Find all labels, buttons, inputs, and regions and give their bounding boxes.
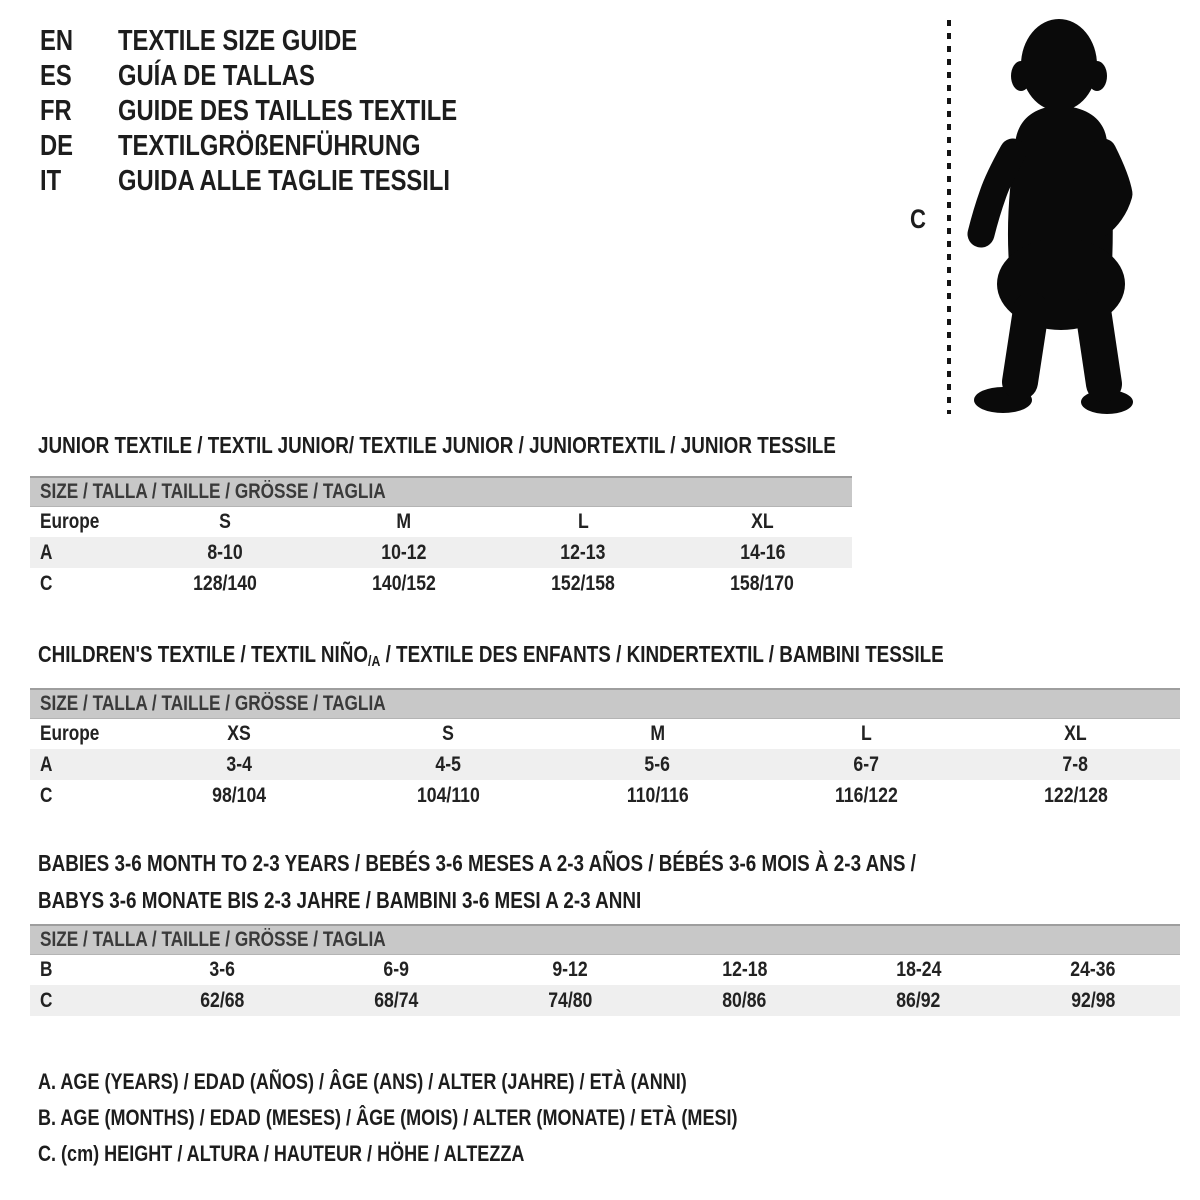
height-value: 152/158 [551, 571, 616, 595]
height-value: 116/122 [835, 783, 898, 807]
size-cell [314, 506, 493, 537]
height-measure-figure [900, 0, 1200, 430]
language-row-es [40, 59, 532, 94]
height-value: 104/110 [417, 783, 480, 807]
age-value: 6-7 [853, 752, 880, 776]
size-value: L [861, 721, 872, 745]
height-value: 140/152 [371, 571, 436, 595]
height-cell [135, 780, 344, 811]
language-row-de [40, 129, 532, 164]
row-label: C [40, 571, 53, 595]
size-cell [494, 506, 673, 537]
height-cell [1006, 985, 1180, 1016]
height-value: 80/86 [722, 988, 767, 1012]
height-value: 92/98 [1070, 988, 1115, 1012]
children-size-table [30, 688, 1180, 811]
row-label: A [40, 752, 53, 776]
size-cell [553, 718, 762, 749]
language-row-it [40, 164, 532, 199]
table-header-row [30, 689, 1180, 718]
guide-title-de: TEXTILGRÖßENFÜHRUNG [118, 130, 421, 162]
size-value: S [442, 721, 455, 745]
height-cell [553, 780, 762, 811]
size-value: M [650, 721, 665, 745]
age-value: 12-13 [560, 540, 606, 564]
size-header-text: SIZE / TALLA / TAILLE / GRÖSSE / TAGLIA [40, 479, 386, 503]
size-header-text: SIZE / TALLA / TAILLE / GRÖSSE / TAGLIA [40, 691, 386, 715]
children-title-suffix: / TEXTILE DES ENFANTS / KINDERTEXTIL / BAMBINI TESSILE [380, 641, 944, 667]
age-cell [314, 537, 493, 568]
row-label-cell [30, 749, 135, 780]
height-cell [483, 985, 657, 1016]
table-row-months [30, 954, 1180, 985]
size-value: XL [751, 509, 774, 533]
row-label-cell [30, 568, 135, 599]
height-value: 122/128 [1043, 783, 1108, 807]
height-cell [135, 985, 309, 1016]
row-label-cell [30, 954, 135, 985]
language-code: EN [40, 25, 74, 57]
junior-section-title [38, 432, 1011, 459]
row-label: A [40, 540, 53, 564]
age-cell [673, 537, 852, 568]
table-header-row [30, 477, 852, 506]
size-cell [673, 506, 852, 537]
table-row-height [30, 568, 852, 599]
guide-title-fr: GUIDE DES TAILLES TEXTILE [118, 95, 458, 127]
height-value: 86/92 [896, 988, 941, 1012]
height-value: 68/74 [374, 988, 419, 1012]
language-code: IT [40, 165, 62, 197]
age-cell [553, 749, 762, 780]
size-cell [762, 718, 971, 749]
row-label-cell [30, 718, 135, 749]
size-header-cell [30, 477, 852, 506]
row-label: Europe [40, 509, 100, 533]
age-cell [494, 537, 673, 568]
babies-title-line2: BABYS 3-6 MONATE BIS 2-3 JAHRE / BAMBINI 3-6 MESI A 2-3 ANNI [38, 887, 642, 913]
months-value: 3-6 [209, 957, 235, 981]
months-value: 24-36 [1070, 957, 1116, 981]
months-cell [135, 954, 309, 985]
months-value: 9-12 [552, 957, 589, 981]
babies-title-line1: BABIES 3-6 MONTH TO 2-3 YEARS / BEBÉS 3-6 MESES A 2-3 AÑOS / BÉBÉS 3-6 MOIS À 2-3 ANS / [38, 850, 916, 876]
row-label: B [40, 957, 53, 981]
legend-line-b [38, 1100, 891, 1136]
height-cell [673, 568, 852, 599]
children-section-title-text [38, 641, 944, 675]
height-label-c: C [910, 204, 926, 234]
months-value: 18-24 [896, 957, 942, 981]
language-code: FR [40, 95, 72, 127]
language-row-en [40, 24, 532, 59]
height-value: 98/104 [212, 783, 267, 807]
age-value: 7-8 [1062, 752, 1089, 776]
months-cell [309, 954, 483, 985]
row-label: C [40, 783, 53, 807]
table-row-europe [30, 718, 1180, 749]
age-cell [135, 749, 344, 780]
babies-size-table [30, 924, 1180, 1016]
size-header-cell [30, 689, 1180, 718]
height-cell [309, 985, 483, 1016]
table-row-europe [30, 506, 852, 537]
age-value: 14-16 [739, 540, 785, 564]
height-value: 74/80 [548, 988, 593, 1012]
legend-c-text: C. (cm) HEIGHT / ALTURA / HAUTEUR / HÖHE / ALTEZZA [38, 1141, 525, 1166]
age-cell [762, 749, 971, 780]
guide-title-es: GUÍA DE TALLAS [118, 60, 315, 92]
size-cell [344, 718, 553, 749]
size-cell [135, 506, 314, 537]
months-value: 12-18 [721, 957, 768, 981]
height-cell [762, 780, 971, 811]
language-code: DE [40, 130, 74, 162]
children-title-prefix: CHILDREN'S TEXTILE / TEXTIL NIÑO [38, 641, 369, 667]
language-code: ES [40, 60, 72, 92]
size-header-text: SIZE / TALLA / TAILLE / GRÖSSE / TAGLIA [40, 927, 386, 951]
height-value: 110/116 [626, 783, 689, 807]
size-cell [135, 718, 344, 749]
height-value: 158/170 [730, 571, 795, 595]
table-row-height [30, 985, 1180, 1016]
size-value: S [218, 509, 231, 533]
months-cell [832, 954, 1006, 985]
row-label-cell [30, 537, 135, 568]
row-label-cell [30, 985, 135, 1016]
height-cell [314, 568, 493, 599]
measurement-legend [38, 1064, 891, 1172]
age-cell [135, 537, 314, 568]
row-label-cell [30, 506, 135, 537]
months-cell [483, 954, 657, 985]
age-value: 4-5 [435, 752, 462, 776]
table-header-row [30, 925, 1180, 954]
height-dashed-line [947, 20, 951, 414]
age-value: 3-4 [226, 752, 253, 776]
children-section-title [38, 641, 1143, 675]
toddler-silhouette-image [957, 12, 1147, 416]
size-header-cell [30, 925, 1180, 954]
table-row-height [30, 780, 1180, 811]
legend-line-c [38, 1136, 891, 1172]
size-value: M [396, 509, 412, 533]
age-value: 10-12 [381, 540, 427, 564]
height-value: 128/140 [192, 571, 257, 595]
junior-section-title-text: JUNIOR TEXTILE / TEXTIL JUNIOR/ TEXTILE JUNIOR / JUNIORTEXTIL / JUNIOR TESSILE [38, 432, 836, 458]
age-value: 5-6 [644, 752, 671, 776]
months-value: 6-9 [383, 957, 409, 981]
height-cell [971, 780, 1180, 811]
months-cell [657, 954, 831, 985]
age-cell [344, 749, 553, 780]
height-cell [135, 568, 314, 599]
legend-b-text: B. AGE (MONTHS) / EDAD (MESES) / ÂGE (MOIS) / ALTER (MONATE) / ETÀ (MESI) [38, 1105, 738, 1130]
height-cell [657, 985, 831, 1016]
row-label-cell [30, 780, 135, 811]
size-value: XS [227, 721, 252, 745]
months-cell [1006, 954, 1180, 985]
size-value: L [577, 509, 589, 533]
size-value: XL [1064, 721, 1087, 745]
size-cell [971, 718, 1180, 749]
height-cell [494, 568, 673, 599]
height-cell [344, 780, 553, 811]
table-row-age [30, 749, 1180, 780]
row-label: C [40, 988, 53, 1012]
guide-title-en: TEXTILE SIZE GUIDE [118, 25, 358, 57]
age-cell [971, 749, 1180, 780]
age-value: 8-10 [206, 540, 243, 564]
junior-size-table [30, 476, 852, 599]
legend-a-text: A. AGE (YEARS) / EDAD (AÑOS) / ÂGE (ANS) / ALTER (JAHRE) / ETÀ (ANNI) [38, 1069, 687, 1094]
language-row-fr [40, 94, 532, 129]
language-title-list [40, 24, 532, 199]
height-cell [832, 985, 1006, 1016]
row-label: Europe [40, 721, 100, 745]
children-title-subscript: /A [368, 653, 381, 670]
table-row-age [30, 537, 852, 568]
height-value: 62/68 [200, 988, 245, 1012]
legend-line-a [38, 1064, 891, 1100]
guide-title-it: GUIDA ALLE TAGLIE TESSILI [118, 165, 451, 197]
babies-section-title [38, 845, 1109, 919]
